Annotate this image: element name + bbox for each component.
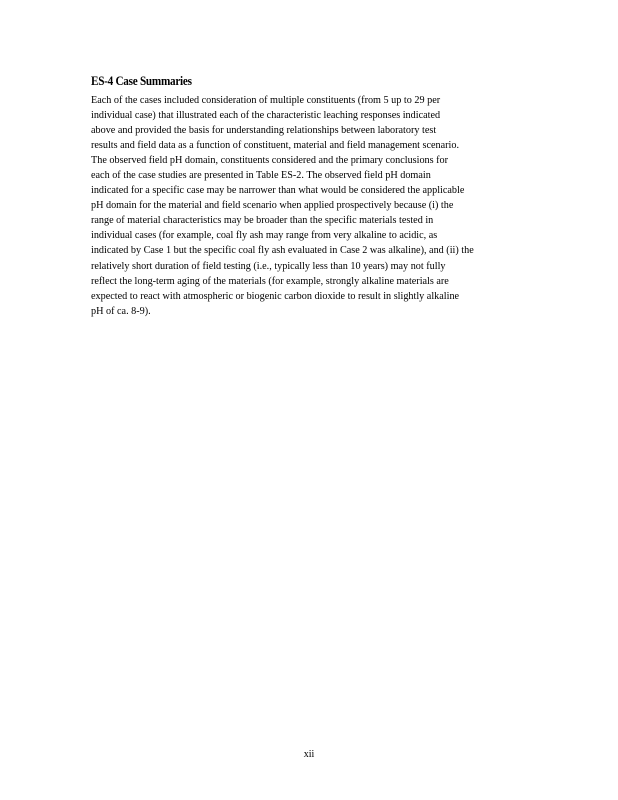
paragraph-line: individual case) that illustrated each of the characteristic leaching responses indicated xyxy=(91,110,441,122)
paragraph-line: range of material characteristics may be broader than the specific materials tested in xyxy=(91,215,434,227)
paragraph-line: results and field data as a function of constituent, material and field management scenario. xyxy=(91,140,460,152)
paragraph-line: reflect the long‑term aging of the materials (for example, strongly alkaline materials are xyxy=(91,275,449,287)
paragraph-line: above and provided the basis for understanding relationships between laboratory test xyxy=(91,125,437,137)
section-content xyxy=(91,73,531,319)
paragraph-line: pH of ca. 8‑9). xyxy=(91,305,151,317)
paragraph-line: indicated for a specific case may be narrower than what would be considered the applicable xyxy=(91,185,465,197)
paragraph-line: each of the case studies are presented in Table ES‑2. The observed field pH domain xyxy=(91,170,431,182)
paragraph-line: relatively short duration of field testing (i.e., typically less than 10 years) may not fully xyxy=(91,260,446,272)
paragraph-line: indicated by Case 1 but the specific coal fly ash evaluated in Case 2 was alkaline), and (ii) the xyxy=(91,245,474,257)
paragraph-line: The observed field pH domain, constituents considered and the primary conclusions for xyxy=(91,155,449,167)
page-number: xii xyxy=(303,749,315,760)
case-summaries-paragraph xyxy=(91,93,531,319)
paragraph-line: individual cases (for example, coal fly ash may range from very alkaline to acidic, as xyxy=(91,230,438,242)
paragraph-line: Each of the cases included consideration of multiple constituents (from 5 up to 29 per xyxy=(91,95,441,106)
paragraph-line: pH domain for the material and field scenario when applied prospectively because (i) the xyxy=(91,200,454,212)
paragraph-line: expected to react with atmospheric or biogenic carbon dioxide to result in slightly alkaline xyxy=(91,290,460,302)
section-heading: ES‑4 Case Summaries xyxy=(91,73,192,88)
